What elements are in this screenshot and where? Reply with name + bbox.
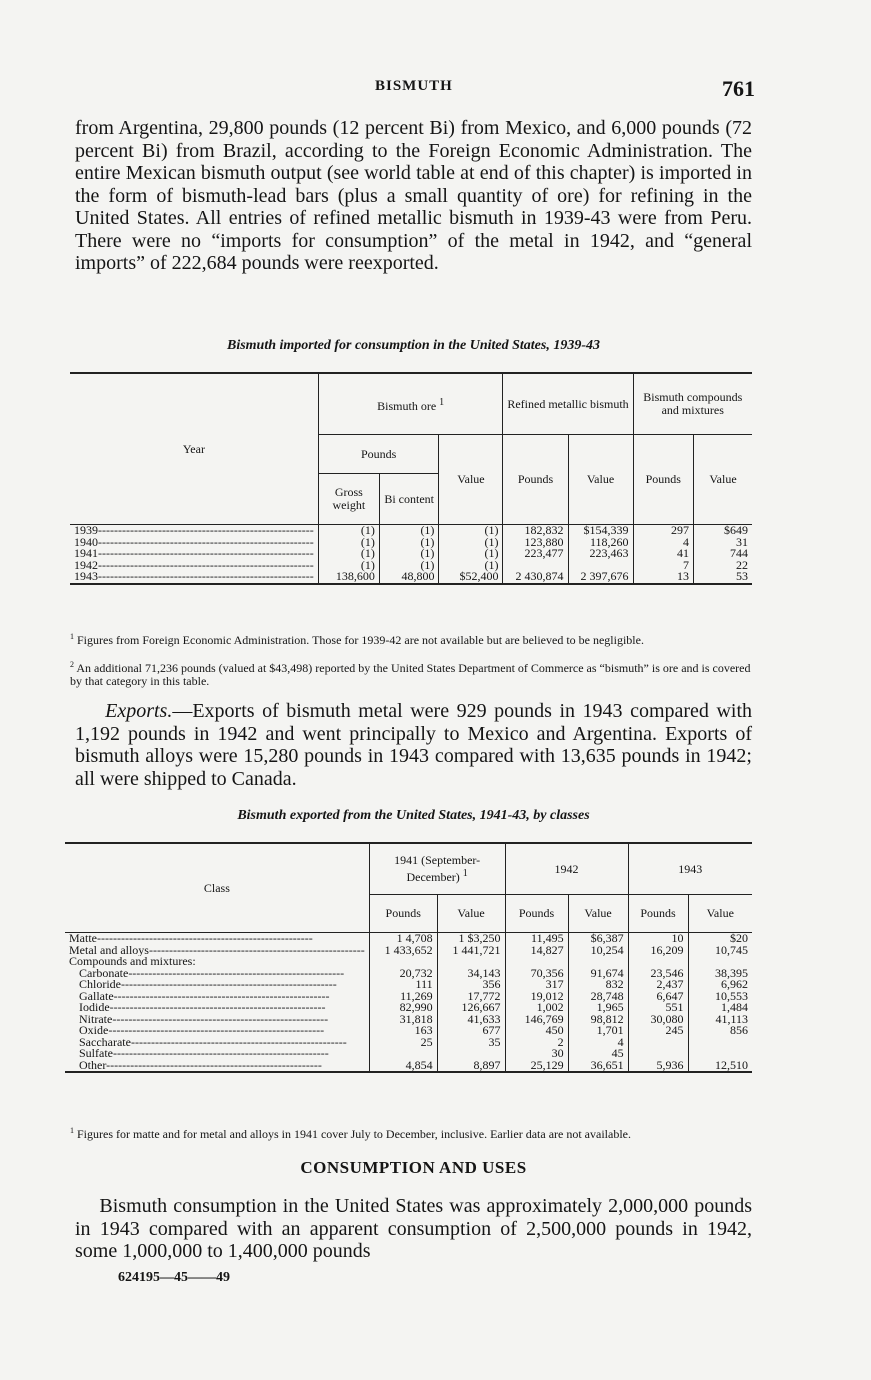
col-year: Year (70, 373, 318, 525)
class-cell: Carbonate ----- (65, 968, 369, 980)
1943-value-cell: 10,553 (688, 991, 752, 1003)
1941-pounds-cell: 25 (369, 1037, 437, 1049)
1941-pounds-cell: 11,269 (369, 991, 437, 1003)
col-1942-value: Value (568, 895, 628, 933)
ore-value-cell: (1) (439, 537, 503, 549)
ore-value-cell: (1) (439, 560, 503, 572)
1941-pounds-cell: 163 (369, 1025, 437, 1037)
col-ore-value: Value (439, 435, 503, 525)
refined-pounds-cell: 2 430,874 (503, 571, 568, 584)
col-refined-value: Value (568, 435, 633, 525)
consumption-paragraph: Bismuth consumption in the United States was approximately 2,000,000 pounds in 1943 compared with an apparent consumption of 2,500,000 pounds in 1942, some 1,000,000 to 1,400,000 pounds (75, 1195, 752, 1262)
1943-pounds-cell: 6,647 (628, 991, 688, 1003)
refined-value-cell: 2 397,676 (568, 571, 633, 584)
imports-table-caption: Bismuth imported for consumption in the United States, 1939-43 (226, 338, 600, 353)
class-cell: Oxide ----- (65, 1025, 369, 1037)
1943-pounds-cell: 16,209 (628, 945, 688, 957)
ore-value-cell: $52,400 (439, 571, 503, 584)
1943-pounds-cell: 551 (628, 1002, 688, 1014)
col-class: Class (65, 843, 369, 933)
col-1941: 1941 (September-December) $^1$ (369, 843, 505, 895)
table-row (70, 525, 752, 537)
bi-content-cell: (1) (379, 537, 439, 549)
1942-pounds-cell: 25,129 (505, 1060, 568, 1073)
class-cell: Gallate ----- (65, 991, 369, 1003)
1942-value-cell: 10,254 (568, 945, 628, 957)
1942-pounds-cell: 1,002 (505, 1002, 568, 1014)
refined-value-cell: $154,339 (568, 525, 633, 537)
bi-content-cell: (1) (379, 525, 439, 537)
1941-value-cell: 35 (437, 1037, 505, 1049)
gross-weight-cell: (1) (318, 525, 379, 537)
1942-pounds-cell: 19,012 (505, 991, 568, 1003)
1942-pounds-cell: 450 (505, 1025, 568, 1037)
1943-pounds-cell (628, 1037, 688, 1049)
class-cell: Compounds and mixtures: (69, 954, 196, 968)
refined-pounds-cell: 182,832 (503, 525, 568, 537)
1942-value-cell: 1,965 (568, 1002, 628, 1014)
bi-content-cell: 48,800 (379, 571, 439, 584)
class-cell: Iodide ----- (65, 1002, 369, 1014)
table-row (70, 571, 752, 584)
1943-pounds-cell: 30,080 (628, 1014, 688, 1026)
year-cell: 1943 ----- (70, 571, 318, 584)
1941-pounds-cell: 1 4,708 (369, 933, 437, 945)
1942-pounds-cell: 14,827 (505, 945, 568, 957)
1941-value-cell: 8,897 (437, 1060, 505, 1073)
year-cell: 1940 ----- (70, 537, 318, 549)
intro-paragraph: from Argentina, 29,800 pounds (12 percent Bi) from Mexico, and 6,000 pounds (72 percent Bi) from Brazil, according to the Foreign Economic Administration. The entire Mexican bismuth output (see world table at end of this chapter) is imported in the form of bismuth-lead bars (plus a small quantity of ore) for refining in the United States. All entries of refined metallic bismuth in 1939-43 were from Peru. There were no “imports for consumption” of the metal in 1942, and “general imports” of 222,684 pounds were reexported. (75, 117, 752, 274)
imports-footnote-2: $^2$ An additional 71,236 pounds (valued at $43,498) reported by the United States Department of Commerce as “bismuth” is ore and is covered by that category in this table. (70, 660, 751, 688)
imports-footnote-1: $^1$ Figures from Foreign Economic Administration. Those for 1939-42 are not available but are believed to be negligible. (70, 632, 644, 647)
col-1943-value: Value (688, 895, 752, 933)
table-row (65, 1025, 752, 1037)
compounds-pounds-cell: 41 (633, 548, 694, 560)
compounds-value-cell: 22 (694, 560, 752, 572)
section-heading: CONSUMPTION AND USES (300, 1158, 527, 1177)
col-bismuth-ore: Bismuth ore $^1$ (318, 373, 503, 435)
1941-value-cell: 41,633 (437, 1014, 505, 1026)
1942-pounds-cell: 146,769 (505, 1014, 568, 1026)
col-1941-pounds: Pounds (369, 895, 437, 933)
table-row (70, 537, 752, 549)
1942-pounds-cell: 11,495 (505, 933, 568, 945)
exports-paragraph: Exports.—Exports of bismuth metal were 929 pounds in 1943 compared with 1,192 pounds in 1942 and went principally to Mexico and Argentina. Exports of bismuth alloys were 15,280 pounds in 1943 compared with 13,635 pounds in 1942; all were shipped to Canada. (75, 700, 753, 790)
exports-table-caption: Bismuth exported from the United States, 1941-43, by classes (237, 808, 590, 823)
1942-value-cell: 91,674 (568, 968, 628, 980)
gross-weight-cell: (1) (318, 560, 379, 572)
print-code: 624195—45——49 (118, 1270, 230, 1285)
refined-value-cell: 118,260 (568, 537, 633, 549)
exports-footnote-1: $^1$ Figures for matte and for metal and alloys in 1941 cover July to December, inclusive. Earlier data are not available. (70, 1126, 631, 1141)
1943-value-cell: 6,962 (688, 979, 752, 991)
1941-pounds-cell: 31,818 (369, 1014, 437, 1026)
1941-pounds-cell: 4,854 (369, 1060, 437, 1073)
compounds-value-cell: 53 (694, 571, 752, 584)
year-cell: 1942 ----- (70, 560, 318, 572)
1942-value-cell: 4 (568, 1037, 628, 1049)
compounds-pounds-cell: 7 (633, 560, 694, 572)
col-1943-pounds: Pounds (628, 895, 688, 933)
exports-lead: Exports. (105, 700, 173, 722)
col-1942-pounds: Pounds (505, 895, 568, 933)
imports-table (70, 372, 752, 585)
col-1943: 1943 (628, 843, 752, 895)
1942-value-cell: 98,812 (568, 1014, 628, 1026)
1942-value-cell: 45 (568, 1048, 628, 1060)
1941-value-cell: 126,667 (437, 1002, 505, 1014)
1943-value-cell: 856 (688, 1025, 752, 1037)
class-cell: Metal and alloys ----- (65, 945, 369, 957)
1942-value-cell: 36,651 (568, 1060, 628, 1073)
compounds-value-cell: 744 (694, 548, 752, 560)
col-bi-content: Bi content (379, 474, 439, 525)
col-compounds-pounds: Pounds (633, 435, 694, 525)
1941-value-cell: 1 $3,250 (437, 933, 505, 945)
1943-value-cell (688, 1037, 752, 1049)
col-pounds: Pounds (318, 435, 439, 474)
compounds-pounds-cell: 4 (633, 537, 694, 549)
1942-value-cell: 832 (568, 979, 628, 991)
col-bismuth-compounds: Bismuth compounds and mixtures (633, 373, 752, 435)
exports-table (65, 842, 752, 1073)
refined-pounds-cell: 123,880 (503, 537, 568, 549)
1941-pounds-cell: 1 433,652 (369, 945, 437, 957)
1941-value-cell: 34,143 (437, 968, 505, 980)
1943-value-cell: 10,745 (688, 945, 752, 957)
1941-value-cell: 356 (437, 979, 505, 991)
class-cell: Matte ----- (65, 933, 369, 945)
1941-pounds-cell: 82,990 (369, 1002, 437, 1014)
1943-pounds-cell: 245 (628, 1025, 688, 1037)
1941-value-cell: 1 441,721 (437, 945, 505, 957)
col-gross-weight: Gross weight (318, 474, 379, 525)
ore-value-cell: (1) (439, 548, 503, 560)
bi-content-cell: (1) (379, 548, 439, 560)
compounds-value-cell: 31 (694, 537, 752, 549)
1941-pounds-cell: 111 (369, 979, 437, 991)
1941-pounds-cell: 20,732 (369, 968, 437, 980)
refined-pounds-cell: 223,477 (503, 548, 568, 560)
gross-weight-cell: (1) (318, 548, 379, 560)
gross-weight-cell: 138,600 (318, 571, 379, 584)
class-cell: Chloride ----- (65, 979, 369, 991)
1942-pounds-cell: 70,356 (505, 968, 568, 980)
1943-pounds-cell: 23,546 (628, 968, 688, 980)
year-cell: 1939 ----- (70, 525, 318, 537)
refined-value-cell: 223,463 (568, 548, 633, 560)
year-cell: 1941 ----- (70, 548, 318, 560)
ore-value-cell: (1) (439, 525, 503, 537)
1943-pounds-cell: 2,437 (628, 979, 688, 991)
compounds-value-cell: $649 (694, 525, 752, 537)
1942-value-cell: 28,748 (568, 991, 628, 1003)
class-cell: Nitrate ----- (65, 1014, 369, 1026)
1942-value-cell: 1,701 (568, 1025, 628, 1037)
page-number: 761 (722, 76, 755, 101)
class-cell: Sulfate ----- (65, 1048, 369, 1060)
compounds-pounds-cell: 297 (633, 525, 694, 537)
col-refined-pounds: Pounds (503, 435, 568, 525)
1942-value-cell: $6,387 (568, 933, 628, 945)
gross-weight-cell: (1) (318, 537, 379, 549)
col-1941-value: Value (437, 895, 505, 933)
table-row (65, 1014, 752, 1026)
1943-pounds-cell: 5,936 (628, 1060, 688, 1073)
1943-pounds-cell: 10 (628, 933, 688, 945)
1943-value-cell: $20 (688, 933, 752, 945)
1942-pounds-cell: 317 (505, 979, 568, 991)
1943-value-cell: 1,484 (688, 1002, 752, 1014)
1943-value-cell: 41,113 (688, 1014, 752, 1026)
col-refined-bismuth: Refined metallic bismuth (503, 373, 633, 435)
class-cell: Other ----- (65, 1060, 369, 1073)
class-cell: Saccharate ----- (65, 1037, 369, 1049)
page-header (75, 76, 755, 106)
bi-content-cell: (1) (379, 560, 439, 572)
compounds-pounds-cell: 13 (633, 571, 694, 584)
col-compounds-value: Value (694, 435, 752, 525)
table-row (65, 968, 752, 980)
table-row (65, 1060, 752, 1073)
table-row (65, 1037, 752, 1049)
running-head: BISMUTH (375, 78, 453, 94)
1941-value-cell: 17,772 (437, 991, 505, 1003)
col-1942: 1942 (505, 843, 628, 895)
1942-pounds-cell: 30 (505, 1048, 568, 1060)
1943-value-cell: 38,395 (688, 968, 752, 980)
1941-value-cell: 677 (437, 1025, 505, 1037)
1943-value-cell: 12,510 (688, 1060, 752, 1073)
1942-pounds-cell: 2 (505, 1037, 568, 1049)
table-row (70, 548, 752, 560)
